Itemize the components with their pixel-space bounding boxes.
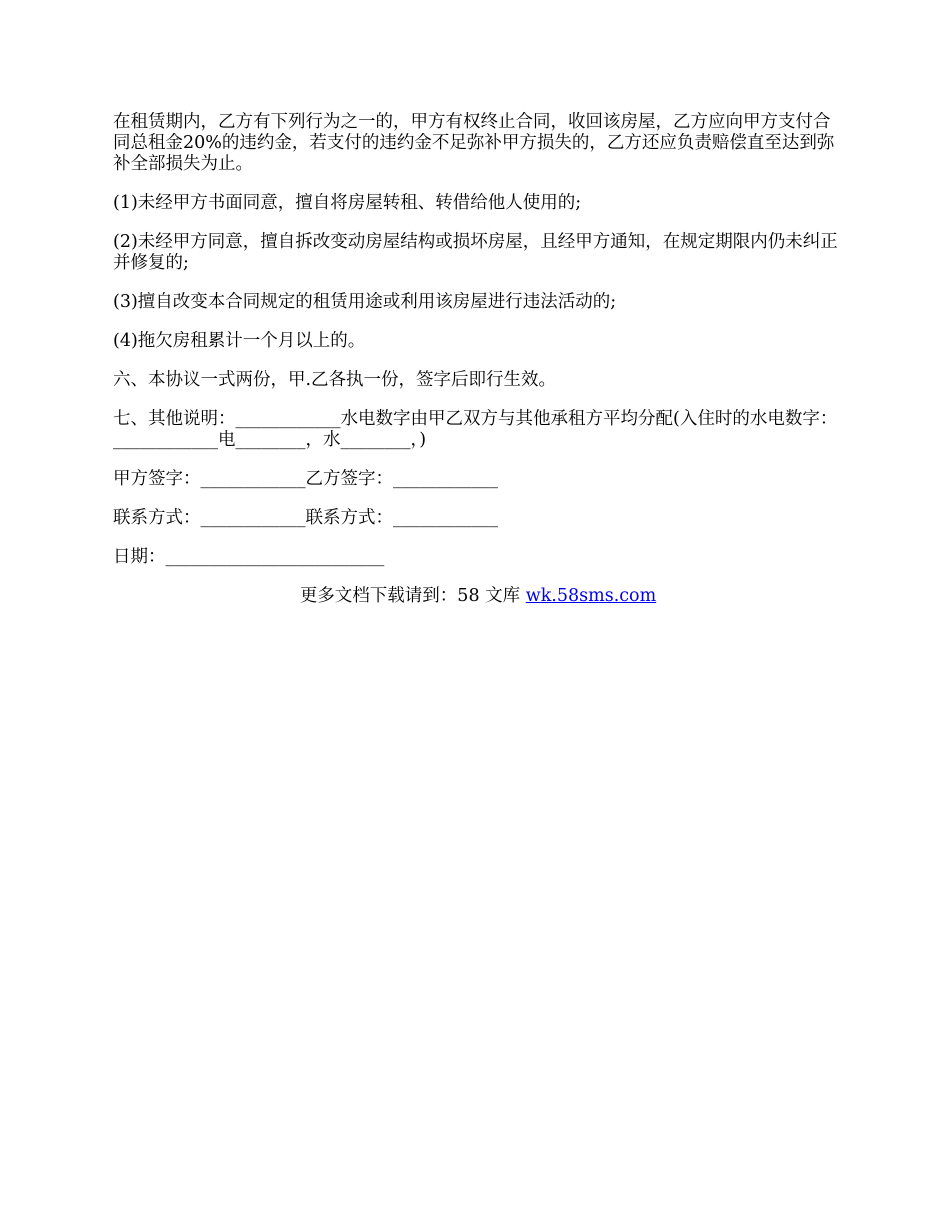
paragraph-item-2-structure: (2)未经甲方同意，擅自拆改变动房屋结构或损坏房屋，且经甲方通知，在规定期限内仍未纠正并修复的; (113, 232, 838, 273)
signature-line: 甲方签字：____________乙方签字：____________ (113, 469, 498, 489)
date-line: 日期：_________________________ (113, 547, 385, 567)
paragraph-section-7-other: 七、其他说明：____________水电数字由甲乙双方与其他承租方平均分配(入住时的水电数字：____________电________，水________，) (113, 409, 838, 450)
footer-download-note (113, 586, 843, 607)
document-body (113, 112, 843, 607)
footer-link[interactable]: wk.58sms.com (525, 586, 657, 606)
paragraph-item-4-arrears: (4)拖欠房租累计一个月以上的。 (113, 331, 366, 351)
footer-text: 更多文档下载请到：58 文库 (299, 586, 526, 606)
contact-line: 联系方式：____________联系方式：____________ (113, 508, 498, 528)
paragraph-item-1-sublet: (1)未经甲方书面同意，擅自将房屋转租、转借给他人使用的; (113, 193, 582, 213)
paragraph-termination-clause: 在租赁期内，乙方有下列行为之一的，甲方有权终止合同，收回该房屋，乙方应向甲方支付合同总租金20%的违约金，若支付的违约金不足弥补甲方损失的，乙方还应负责赔偿直至达到弥补全部损失为止。 (113, 112, 835, 174)
paragraph-item-3-illegal-use: (3)擅自改变本合同规定的租赁用途或利用该房屋进行违法活动的; (113, 292, 617, 312)
paragraph-section-6-copies: 六、本协议一式两份，甲.乙各执一份，签字后即行生效。 (113, 370, 557, 390)
